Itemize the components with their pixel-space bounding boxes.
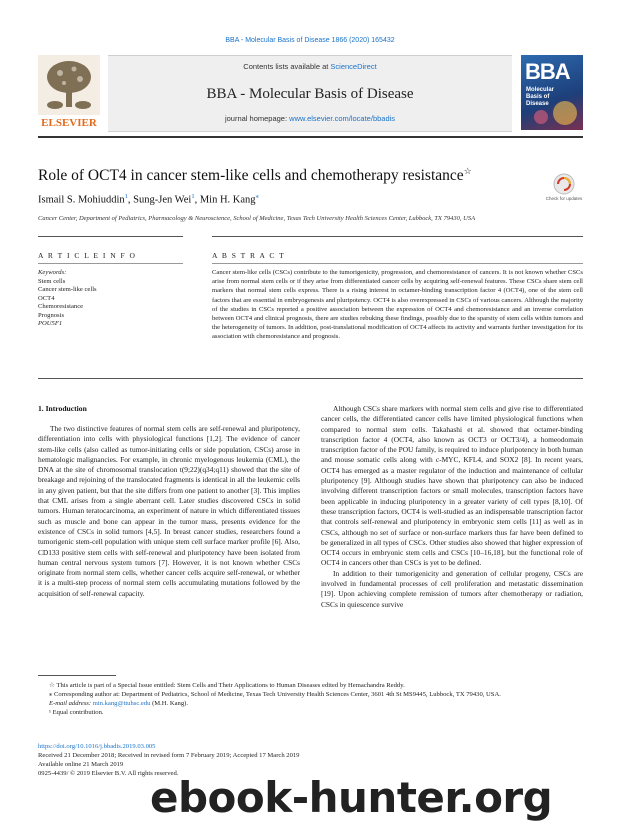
article-info-heading: A R T I C L E I N F O: [38, 251, 137, 260]
sciencedirect-link[interactable]: ScienceDirect: [330, 62, 377, 71]
body-paragraph: The two distinctive features of normal stem cells are self-renewal and pluripotency, differentiation into cells with physiological functions [1,2]. The evidence of cancer stem-like cells (also called as tumor-initiating cells or side population, CSCs) arose in hematologic malignancies. For example, in chronic myelogenous leukemia (CML), the DNA at the site of chromosomal translocation t(9;22)(q34;q11) showed that the site of breakage and rejoining of the translocated fragments is identical in all the leukemic cells in any given patient, but that the site differs from one patient to another [3]. This implies that CML arises from a single aberrant cell. Later studies discovered CSCs in solid tumors. Human teratocarcinoma, an experiment of nature in which differentiated tissues such as muscle and bone can appear in the tumor mass, presents evidence for the existence of CSCs in solid tumors [4,5]. In breast cancer studies, researchers found a tumorigenic stem-cell population with unique stem cell surface marker profile [6]. Also, CD133 positive stem cells with self-renewal and pluripotency have been isolated from human central nervous system tumors [7]. However, it is not known whether CSCs originate from normal stem cells, whether cancer cells acquire self-renewal, or whether it is a multi-step process of normal stem cells accumulating mutations followed by the acquisition of self-renewal capacity.: [38, 424, 300, 598]
elsevier-logo[interactable]: [38, 55, 100, 130]
footnote-email: [38, 699, 583, 708]
body-column-left: [38, 424, 300, 599]
author-separator: ,: [194, 194, 200, 206]
title-footnote-mark[interactable]: ☆: [463, 166, 472, 176]
footnote-corresponding: ⁎ Corresponding author at: Department of Pediatrics, School of Medicine, Texas Tech University Health Sciences Center, 3601 4th St MS9445, Lubbock, TX 79430, USA.: [49, 691, 501, 698]
footnote-special-issue: ☆ This article is part of a Special Issue entitled: Stem Cells and Their Applications to Human Diseases edited by Hemachandra Reddy.: [49, 682, 405, 689]
journal-homepage-link[interactable]: www.elsevier.com/locate/bbadis: [289, 114, 396, 123]
footnote-rule: [38, 675, 116, 676]
homepage-line: [108, 114, 512, 123]
cover-line1: Molecular: [526, 87, 555, 93]
author-name[interactable]: Min H. Kang: [199, 194, 256, 206]
journal-cover[interactable]: [521, 55, 583, 130]
footnote-equal-contribution: ¹ Equal contribution.: [49, 709, 104, 716]
author-separator: ,: [127, 194, 134, 206]
keyword-item: Prognosis: [38, 311, 65, 319]
contents-line: [108, 62, 512, 71]
email-label: E-mail address:: [49, 700, 93, 707]
abstract-text: Cancer stem-like cells (CSCs) contribute to the tumorigenicity, progression, and chemoresistance of cancers. It is not known whether CSCs arise from normal stem cells or if they arise from differentiated cancer cells by acquiring self-renewal features. These CSCs share stem cell markers that normal stem cells express. There is a rising interest in octamer-binding transcription factor 4 (OCT4), one of the stem cell factors that are essential in embryogenesis and pluripotency. OCT4 is also overexpressed in CSCs of various cancers. Although the majority of the studies in CSCs reported a positive association between the expression of OCT4 and chemoresistance and an inverse correlation between OCT4 and clinical prognosis, there are studies rebuking these findings, possibly due to the sparsity of stem cells within tumors and the heterogeneity of tumors. In addition, post-translational modification of OCT4 affects its activity and warrants further investigation for its association with chemoresistance and prognosis.: [212, 269, 583, 341]
check-for-updates-label: Check for updates: [545, 196, 583, 201]
article-info-rule: [38, 236, 183, 237]
cover-art-icon: [521, 55, 583, 130]
email-link[interactable]: min.kang@ttuhsc.edu: [92, 700, 151, 707]
journal-header: [108, 55, 512, 132]
footnotes: [38, 681, 583, 717]
journal-title: BBA - Molecular Basis of Disease: [206, 86, 414, 102]
paper-title: [38, 166, 472, 185]
available-online: Available online 21 March 2019: [38, 761, 124, 768]
cover-line3: Disease: [526, 101, 549, 107]
keyword-item: Cancer stem-like cells: [38, 286, 97, 293]
abstract-rule: [212, 236, 583, 237]
keywords-label: Keywords:: [38, 269, 67, 276]
received-dates: Received 21 December 2018; Received in revised form 7 February 2019; Accepted 17 March 2019: [38, 752, 300, 759]
abstract-heading: A B S T R A C T: [212, 251, 286, 260]
contents-prefix: Contents lists available at: [243, 62, 331, 71]
cover-line2: Basis of: [526, 94, 550, 100]
check-for-updates-badge[interactable]: [545, 172, 583, 206]
doi-link[interactable]: https://doi.org/10.1016/j.bbadis.2019.03.005: [38, 743, 156, 750]
top-citation[interactable]: BBA - Molecular Basis of Disease 1866 (2020) 165432: [225, 37, 395, 44]
elsevier-tree-icon: [38, 55, 100, 130]
keywords-block: [38, 269, 183, 329]
abstract-subrule: [212, 263, 583, 264]
keyword-item: Stem cells: [38, 277, 66, 285]
author-affiliation-mark[interactable]: 1: [191, 193, 195, 200]
abstract-end-rule: [38, 378, 583, 379]
author-name[interactable]: Ismail S. Mohiuddin: [38, 194, 125, 206]
article-info-subrule: [38, 263, 183, 264]
author-list: [38, 192, 259, 206]
introduction-heading: 1. Introduction: [38, 404, 87, 413]
author-affiliation-mark[interactable]: 1: [124, 193, 128, 200]
affiliation: Cancer Center, Department of Pediatrics, Pharmacology & Neuroscience, School of Medicine, Texas Tech University Health Sciences Center, Lubbock, TX 79430, USA: [38, 215, 476, 222]
body-column-right: [321, 404, 583, 610]
body-paragraph: In addition to their tumorigenicity and generation of cellular progeny, CSCs are involved in fundamental processes of cell proliferation and metastatic dissemination [19]. Upon achieving complete remission of tumors after chemotherapy or radiation, CSCs in quiescence survive: [321, 568, 583, 609]
homepage-prefix: journal homepage:: [224, 114, 290, 123]
body-paragraph: Although CSCs share markers with normal stem cells and give rise to differentiated cancer cells, the differentiated cancer cells have limited physiological functions when compared to normal stem cells. Takahashi et al. showed that octamer-binding transcription factor 4 (OCT4, also known as OCT3 or OCT3/4), a homeodomain transcription factor of the POU family, is required to induce pluripotency in both human and mouse somatic cells along with c-MYC, KFL4, and SOX2 [8]. In recent years, OCT4 has emerged as a master regulator of the induction and maintenance of cellular pluripotency [9]. Although studies have shown that pluripotency can also be induced involving different transcription factors or small molecules, transcription factors have been applicable in inducing pluripotency in a greater variety of cell types [8,10]. Of these transcription factors, OCT4 is well-studied as an indispensable transcription factor that controls self-renewal and pluripotency in embryonic stem cells [11] as well as in CSCs, although no set of surface or non-surface markers thus far have been defined to be generalized in all types of CSCs. Other studies also showed that higher expression of OCT4 occurs in embryonic stem cells and CSCs [10–16,18], but the functional role of OCT4 in cancers other than CSCs is yet to be defined.: [321, 404, 583, 568]
author-name[interactable]: Sung-Jen Wei: [133, 194, 192, 206]
email-suffix: (M.H. Kang).: [150, 700, 188, 707]
author-affiliation-mark[interactable]: ⁎: [255, 193, 259, 200]
cover-bba: BBA: [525, 59, 570, 84]
watermark: ebook-hunter.org: [150, 773, 553, 822]
paper-title-text: Role of OCT4 in cancer stem-like cells and chemotherapy resistance: [38, 167, 464, 185]
header-rule: [38, 136, 583, 138]
keyword-item: OCT4: [38, 294, 55, 302]
keyword-item: POU5F1: [38, 320, 63, 327]
elsevier-wordmark: ELSEVIER: [41, 117, 97, 129]
keyword-item: Chemoresistance: [38, 303, 84, 310]
copyright: 0925-4439/ © 2019 Elsevier B.V. All rights reserved.: [38, 770, 179, 777]
